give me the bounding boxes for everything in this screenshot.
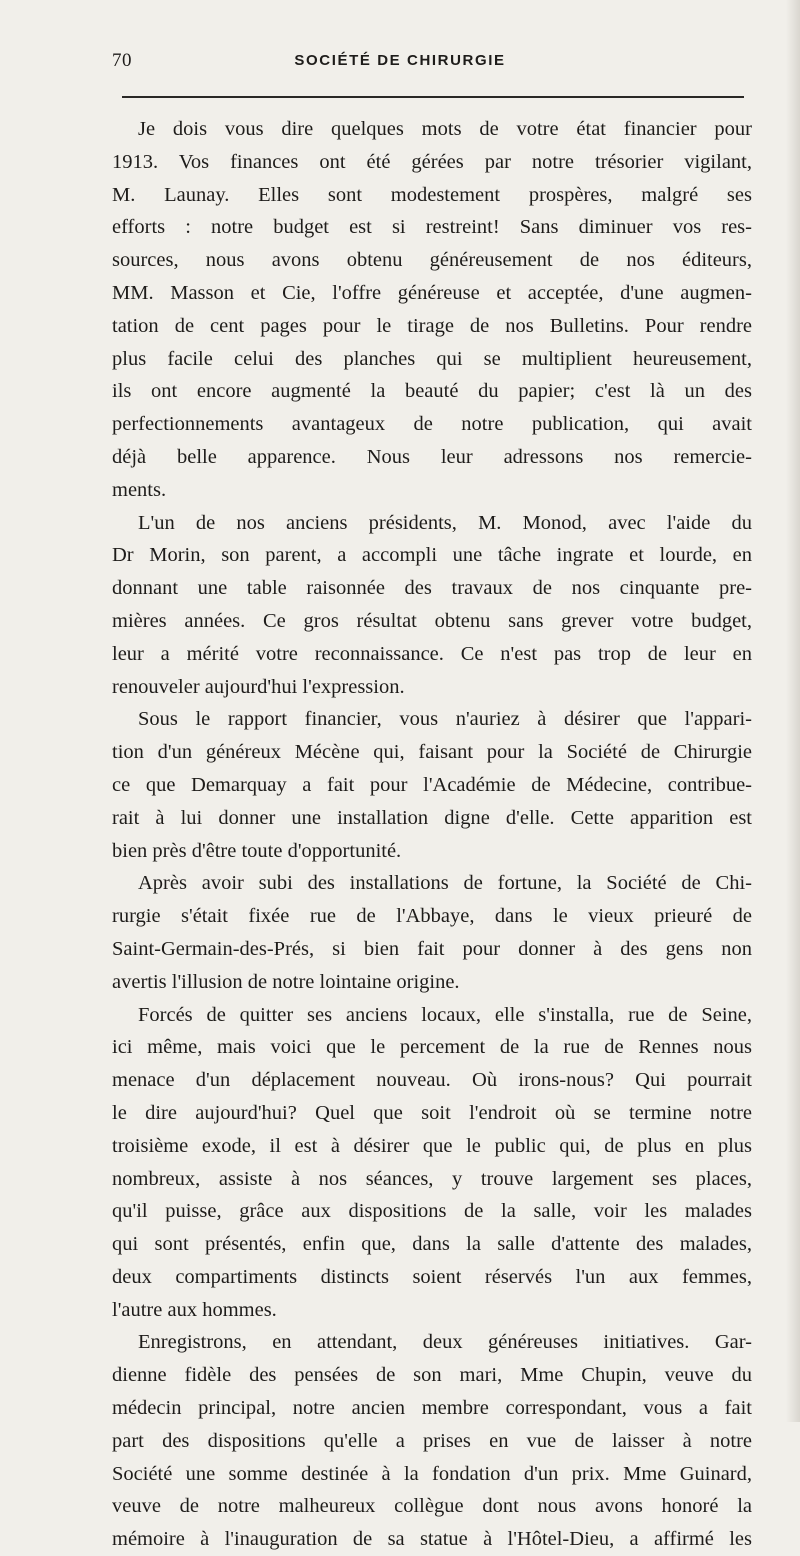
text-line: Société une somme destinée à la fondation d'un prix. Mme Guinard, (112, 1462, 752, 1485)
text-line: efforts : notre budget est si restreint! Sans diminuer vos res- (112, 216, 752, 239)
running-head: SOCIÉTÉ DE CHIRURGIE (294, 52, 506, 69)
text-line: Dr Morin, son parent, a accompli une tâche ingrate et lourde, en (112, 544, 752, 567)
text-line: médecin principal, notre ancien membre correspondant, vous a fait (112, 1397, 752, 1420)
text-line: l'autre aux hommes. (112, 1298, 277, 1321)
text-line: Sous le rapport financier, vous n'auriez à désirer que l'appari- (138, 708, 752, 731)
text-line: troisième exode, il est à désirer que le public qui, de plus en plus (112, 1134, 752, 1157)
text-line: rait à lui donner une installation digne d'elle. Cette apparition est (112, 806, 752, 829)
text-line: ments. (112, 478, 167, 501)
text-line: mières années. Ce gros résultat obtenu sans grever votre budget, (112, 609, 752, 632)
text-line: deux compartiments distincts soient réservés l'un aux femmes, (112, 1265, 752, 1288)
text-line: le dire aujourd'hui? Quel que soit l'endroit où se termine notre (112, 1101, 752, 1124)
text-line: qui sont présentés, enfin que, dans la salle d'attente des malades, (112, 1233, 752, 1256)
text-line: Je dois vous dire quelques mots de votre état financier pour (138, 118, 752, 140)
text-line: perfectionnements avantageux de notre publication, qui avait (112, 413, 752, 436)
body-text (112, 113, 752, 1556)
text-line: plus facile celui des planches qui se multiplient heureusement, (112, 347, 752, 370)
text-line: Enregistrons, en attendant, deux généreuses initiatives. Gar- (138, 1331, 752, 1354)
text-line: bien près d'être toute d'opportunité. (112, 839, 402, 862)
text-line: ici même, mais voici que le percement de la rue de Rennes nous (112, 1036, 752, 1059)
page-edge-shadow (786, 0, 800, 1422)
text-line: menace d'un déplacement nouveau. Où irons-nous? Qui pourrait (112, 1069, 752, 1092)
text-line: leur a mérité votre reconnaissance. Ce n'est pas trop de leur en (112, 642, 752, 665)
text-line: ils ont encore augmenté la beauté du papier; c'est là un des (112, 380, 752, 403)
text-line: tion d'un généreux Mécène qui, faisant pour la Société de Chirurgie (112, 741, 752, 764)
text-line: L'un de nos anciens présidents, M. Monod, avec l'aide du (138, 511, 752, 534)
text-line: rurgie s'était fixée rue de l'Abbaye, dans le vieux prieuré de (112, 905, 752, 928)
text-line: Forcés de quitter ses anciens locaux, elle s'installa, rue de Seine, (138, 1003, 752, 1026)
page-header (0, 50, 800, 80)
text-line: ce que Demarquay a fait pour l'Académie de Médecine, contribue- (112, 773, 752, 796)
text-line: nombreux, assiste à nos séances, y trouve largement ses places, (112, 1167, 752, 1190)
text-line: mémoire à l'inauguration de sa statue à l'Hôtel-Dieu, a affirmé les (112, 1528, 752, 1551)
text-line: renouveler aujourd'hui l'expression. (112, 675, 405, 698)
text-line: 1913. Vos finances ont été gérées par notre trésorier vigilant, (112, 150, 752, 173)
text-line: déjà belle apparence. Nous leur adressons nos remercie- (112, 445, 752, 468)
text-line: donnant une table raisonnée des travaux de nos cinquante pre- (112, 577, 752, 600)
text-line: qu'il puisse, grâce aux dispositions de la salle, voir les malades (112, 1200, 752, 1223)
text-line: avertis l'illusion de notre lointaine origine. (112, 970, 460, 993)
header-rule (122, 96, 744, 98)
page-number: 70 (112, 50, 132, 71)
text-line: veuve de notre malheureux collègue dont nous avons honoré la (112, 1495, 752, 1518)
text-line: MM. Masson et Cie, l'offre généreuse et acceptée, d'une augmen- (112, 281, 752, 304)
text-line: part des dispositions qu'elle a prises en vue de laisser à notre (112, 1429, 752, 1452)
text-line: M. Launay. Elles sont modestement prospères, malgré ses (112, 183, 752, 206)
text-line: Saint-Germain-des-Prés, si bien fait pour donner à des gens non (112, 937, 752, 960)
text-line: Après avoir subi des installations de fortune, la Société de Chi- (138, 872, 752, 895)
text-line: sources, nous avons obtenu généreusement de nos éditeurs, (112, 249, 752, 272)
text-line: dienne fidèle des pensées de son mari, Mme Chupin, veuve du (112, 1364, 752, 1387)
text-line: tation de cent pages pour le tirage de nos Bulletins. Pour rendre (112, 314, 752, 337)
